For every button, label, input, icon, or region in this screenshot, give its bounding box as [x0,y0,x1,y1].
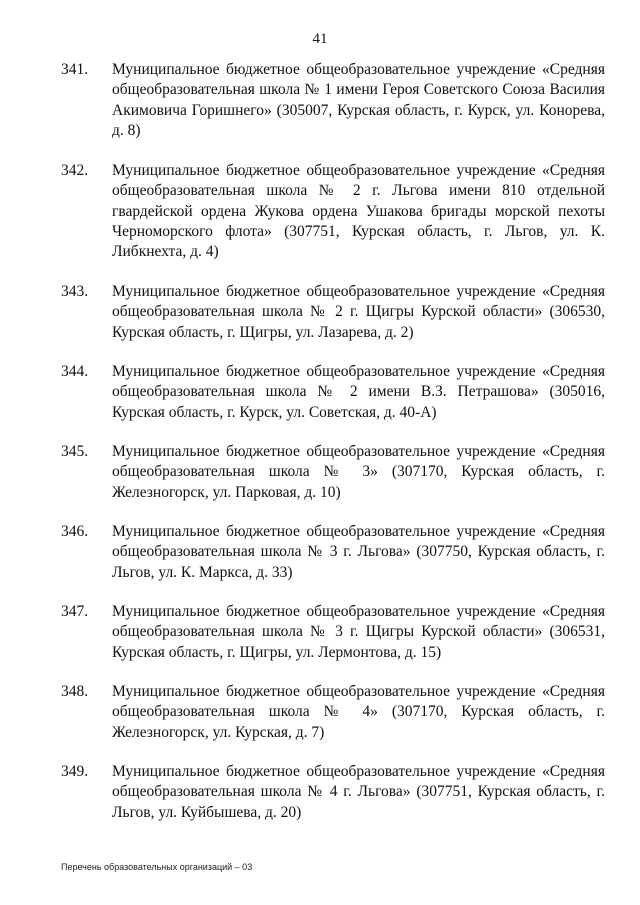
item-text: Муниципальное бюджетное общеобразовательное учреждение «Средняя общеобразовательная школа № 2 г. Щигры Курской области» (306530, Курская область, г. Щигры, ул. Лазарева, д. 2) [112,283,605,341]
item-text: Муниципальное бюджетное общеобразовательное учреждение «Средняя общеобразовательная школа № 2 имени В.З. Петрашова» (305016, Курская область, г. Курск, ул. Советская, д. 40-А) [112,363,605,421]
list-item [61,762,605,823]
item-number: 348. [61,683,89,700]
item-number: 346. [61,523,89,540]
item-text: Муниципальное бюджетное общеобразовательное учреждение «Средняя общеобразовательная школа № 3 г. Щигры Курской области» (306531, Курская область, г. Щигры, ул. Лермонтова, д. 15) [112,603,605,661]
list-item [61,602,605,663]
item-text: Муниципальное бюджетное общеобразовательное учреждение «Средняя общеобразовательная школа № 2 г. Льгова имени 810 отдельной гвардейской ордена Жукова ордена Ушакова бригады морской пехоты Черноморского флота» (307751, Курская область, г. Льгов, ул. К. Либкнехта, д. 4) [112,162,605,261]
item-number: 347. [61,603,89,620]
item-number: 344. [61,363,89,380]
item-number: 341. [61,61,89,78]
list-item [61,442,605,503]
item-text: Муниципальное бюджетное общеобразовательное учреждение «Средняя общеобразовательная школа № 1 имени Героя Советского Союза Василия Акимовича Горишнего» (305007, Курская область, г. Курск, ул. Конорева, д. 8) [112,61,605,139]
list-item [61,282,605,343]
item-number: 349. [61,763,89,780]
item-text: Муниципальное бюджетное общеобразовательное учреждение «Средняя общеобразовательная школа № 4 г. Льгова» (307751, Курская область, г. Льгов, ул. Куйбышева, д. 20) [112,763,605,821]
list-item [61,682,605,743]
page-footer: Перечень образовательных организаций – 03 [61,862,253,872]
page-number: 41 [312,31,328,47]
list-item [61,362,605,423]
item-number: 343. [61,283,89,300]
item-text: Муниципальное бюджетное общеобразовательное учреждение «Средняя общеобразовательная школа № 3 г. Льгова» (307750, Курская область, г. Льгов, ул. К. Маркса, д. 33) [112,523,605,581]
item-text: Муниципальное бюджетное общеобразовательное учреждение «Средняя общеобразовательная школа № 3» (307170, Курская область, г. Железногорск, ул. Парковая, д. 10) [112,443,605,501]
list-item [61,60,605,141]
list-item [61,161,605,262]
list-item [61,522,605,583]
item-number: 345. [61,443,89,460]
item-number: 342. [61,162,89,179]
item-text: Муниципальное бюджетное общеобразовательное учреждение «Средняя общеобразовательная школа № 4» (307170, Курская область, г. Железногорск, ул. Курская, д. 7) [112,683,605,741]
